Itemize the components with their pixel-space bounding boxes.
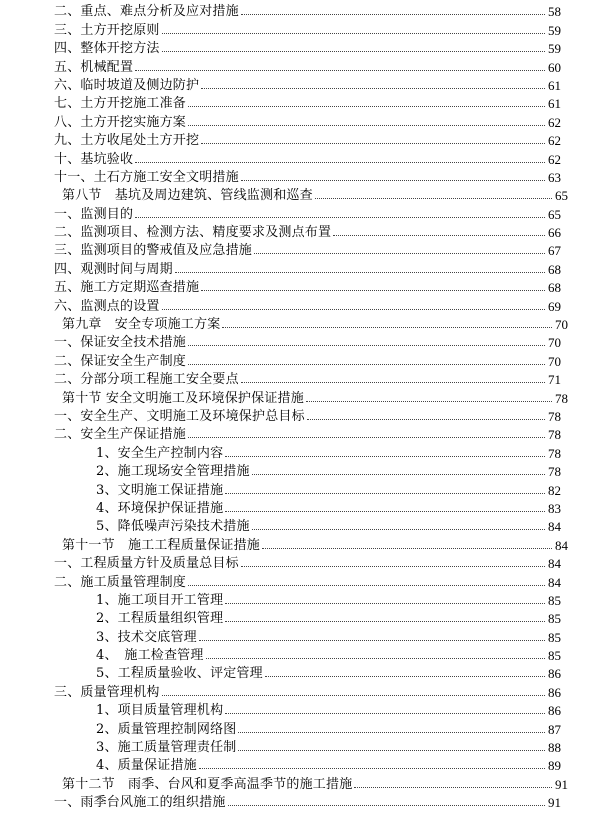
dot-leader xyxy=(315,198,552,199)
toc-page-number: 78 xyxy=(548,408,561,424)
toc-page-number: 85 xyxy=(548,611,561,627)
toc-entry-title: 二、重点、难点分析及应对措施 xyxy=(54,4,239,20)
toc-entry-title: 四、观测时间与周期 xyxy=(54,261,173,277)
toc-entry-title: 九、土方收尾处土方开挖 xyxy=(54,133,200,149)
toc-entry-title: 1、施工项目开工管理 xyxy=(96,592,224,608)
toc-page-number: 58 xyxy=(548,4,561,20)
dot-leader xyxy=(252,474,545,475)
dot-leader xyxy=(228,805,545,806)
dot-leader xyxy=(238,732,545,733)
toc-entry-title: 六、临时坡道及侧边防护 xyxy=(54,77,200,93)
toc-entry-title: 1、安全生产控制内容 xyxy=(96,445,224,461)
toc-entry[interactable] xyxy=(0,1,601,19)
toc-entry[interactable] xyxy=(0,792,601,810)
toc-page-number: 59 xyxy=(548,22,561,38)
dot-leader xyxy=(162,309,545,310)
dot-leader xyxy=(225,493,545,494)
toc-entry-title: 一、工程质量方针及质量总目标 xyxy=(54,556,239,572)
toc-page-number: 88 xyxy=(548,740,561,756)
toc-entry-title: 4、质量保证措施 xyxy=(96,758,197,774)
toc-entry-title: 五、机械配置 xyxy=(54,59,134,75)
toc-page-number: 65 xyxy=(548,206,561,222)
toc-entry-title: 一、雨季台风施工的组织措施 xyxy=(54,795,226,811)
toc-entry-title: 七、土方开挖施工准备 xyxy=(54,96,187,112)
toc-page-number: 70 xyxy=(555,317,568,333)
toc-entry-title: 二、分部分项工程施工安全要点 xyxy=(54,372,239,388)
toc-entry[interactable] xyxy=(0,350,601,368)
toc-page-number: 91 xyxy=(548,795,561,811)
toc-entry-title: 十、基坑验收 xyxy=(54,151,134,167)
toc-page-number: 70 xyxy=(548,335,561,351)
toc-page-number: 83 xyxy=(548,500,561,516)
toc-page-number: 85 xyxy=(548,592,561,608)
toc-page-number: 84 xyxy=(555,537,568,553)
toc-entry-title: 3、技术交底管理 xyxy=(96,629,197,645)
toc-page-number: 86 xyxy=(548,703,561,719)
toc-page-number: 86 xyxy=(548,684,561,700)
dot-leader xyxy=(241,566,545,567)
toc-section-heading[interactable] xyxy=(0,314,601,332)
dot-leader xyxy=(225,511,545,512)
dot-leader xyxy=(333,235,545,236)
dot-leader xyxy=(262,548,552,549)
toc-page-number: 62 xyxy=(548,133,561,149)
toc-entry-title: 2、工程质量组织管理 xyxy=(96,611,224,627)
toc-page-number: 84 xyxy=(548,574,561,590)
toc-entry[interactable] xyxy=(0,442,601,460)
toc-entry[interactable] xyxy=(0,479,601,497)
toc-entry-title: 3、施工质量管理责任制 xyxy=(96,740,237,756)
toc-entry-title: 第十节 安全文明施工及环境保护保证措施 xyxy=(62,390,304,406)
toc-entry-title: 十一、土石方施工安全文明措施 xyxy=(54,169,239,185)
toc-entry-title: 4、 施工检查管理 xyxy=(96,648,204,664)
toc-page-number: 59 xyxy=(548,41,561,57)
dot-leader xyxy=(254,253,545,254)
dot-leader xyxy=(188,345,545,346)
toc-section-heading[interactable] xyxy=(0,185,601,203)
dot-leader xyxy=(188,437,545,438)
toc-entry[interactable] xyxy=(0,626,601,644)
dot-leader xyxy=(238,750,545,751)
toc-entry[interactable] xyxy=(0,369,601,387)
toc-entry-title: 三、土方开挖原则 xyxy=(54,22,160,38)
dot-leader xyxy=(206,658,545,659)
toc-entry-title: 4、环境保护保证措施 xyxy=(96,500,224,516)
dot-leader xyxy=(241,14,545,15)
toc-entry-title: 第九章 安全专项施工方案 xyxy=(62,317,221,333)
toc-entry[interactable] xyxy=(0,516,601,534)
toc-entry[interactable] xyxy=(0,498,601,516)
toc-page-number: 70 xyxy=(548,353,561,369)
toc-section-heading[interactable] xyxy=(0,534,601,552)
toc-section-heading[interactable] xyxy=(0,387,601,405)
toc-entry[interactable] xyxy=(0,700,601,718)
toc-page-number: 69 xyxy=(548,298,561,314)
toc-page-number: 60 xyxy=(548,59,561,75)
toc-page-number: 68 xyxy=(548,280,561,296)
toc-page-number: 87 xyxy=(548,721,561,737)
toc-entry-title: 第十二节 雨季、台风和夏季高温季节的施工措施 xyxy=(62,776,353,792)
toc-entry[interactable] xyxy=(0,461,601,479)
dot-leader xyxy=(222,327,552,328)
dot-leader xyxy=(225,456,545,457)
dot-leader xyxy=(135,70,545,71)
toc-page-number: 71 xyxy=(548,372,561,388)
toc-page-number: 66 xyxy=(548,225,561,241)
toc-entry[interactable] xyxy=(0,590,601,608)
toc-page-number: 78 xyxy=(548,427,561,443)
toc-entry[interactable] xyxy=(0,75,601,93)
dot-leader xyxy=(252,529,545,530)
toc-entry[interactable] xyxy=(0,737,601,755)
toc-page-number: 62 xyxy=(548,114,561,130)
toc-entry[interactable] xyxy=(0,645,601,663)
toc-entry-title: 六、监测点的设置 xyxy=(54,298,160,314)
toc-entry-title: 3、文明施工保证措施 xyxy=(96,482,224,498)
toc-entry[interactable] xyxy=(0,424,601,442)
dot-leader xyxy=(306,401,552,402)
dot-leader xyxy=(199,768,545,769)
toc-entry[interactable] xyxy=(0,130,601,148)
toc-page-number: 82 xyxy=(548,482,561,498)
toc-entry[interactable] xyxy=(0,111,601,129)
toc-entry[interactable] xyxy=(0,38,601,56)
dot-leader xyxy=(199,640,545,641)
toc-section-heading[interactable] xyxy=(0,773,601,791)
toc-page-number: 91 xyxy=(555,776,568,792)
toc-entry[interactable] xyxy=(0,755,601,773)
toc-entry-title: 二、保证安全生产制度 xyxy=(54,353,187,369)
dot-leader xyxy=(188,585,545,586)
dot-leader xyxy=(354,787,552,788)
toc-entry[interactable] xyxy=(0,608,601,626)
toc-entry-title: 四、整体开挖方法 xyxy=(54,41,160,57)
toc-page-number: 84 xyxy=(548,519,561,535)
toc-entry[interactable] xyxy=(0,406,601,424)
toc-entry-title: 5、工程质量验收、评定管理 xyxy=(96,666,263,682)
dot-leader xyxy=(225,713,545,714)
toc-page-number: 65 xyxy=(555,188,568,204)
toc-entry[interactable] xyxy=(0,56,601,74)
toc-entry-title: 第八节 基坑及周边建筑、管线监测和巡查 xyxy=(62,188,313,204)
toc-page-number: 78 xyxy=(555,390,568,406)
toc-entry[interactable] xyxy=(0,571,601,589)
dot-leader xyxy=(225,621,545,622)
dot-leader xyxy=(188,106,545,107)
toc-page-number: 78 xyxy=(548,464,561,480)
toc-entry[interactable] xyxy=(0,681,601,699)
toc-entry-title: 1、项目质量管理机构 xyxy=(96,703,224,719)
toc-page-number: 67 xyxy=(548,243,561,259)
dot-leader xyxy=(135,162,545,163)
dot-leader xyxy=(175,272,545,273)
toc-page-number: 85 xyxy=(548,629,561,645)
toc-entry[interactable] xyxy=(0,19,601,37)
dot-leader xyxy=(307,419,545,420)
dot-leader xyxy=(188,125,545,126)
toc-page-number: 61 xyxy=(548,77,561,93)
toc-page-number: 86 xyxy=(548,666,561,682)
toc-entry-title: 第十一节 施工工程质量保证措施 xyxy=(62,537,261,553)
toc-entry[interactable] xyxy=(0,203,601,221)
dot-leader xyxy=(188,364,545,365)
toc-page-number: 63 xyxy=(548,169,561,185)
dot-leader xyxy=(265,676,545,677)
toc-entry-title: 2、施工现场安全管理措施 xyxy=(96,464,250,480)
dot-leader xyxy=(201,143,545,144)
toc-entry[interactable] xyxy=(0,222,601,240)
toc-entry-title: 三、质量管理机构 xyxy=(54,684,160,700)
dot-leader xyxy=(162,51,545,52)
toc-page-number: 85 xyxy=(548,648,561,664)
toc-entry[interactable] xyxy=(0,277,601,295)
toc-page-number: 68 xyxy=(548,261,561,277)
toc-page-number: 61 xyxy=(548,96,561,112)
dot-leader xyxy=(241,382,545,383)
toc-page-number: 78 xyxy=(548,445,561,461)
toc-entry-title: 5、降低噪声污染技术措施 xyxy=(96,519,250,535)
dot-leader xyxy=(162,33,545,34)
toc-entry[interactable] xyxy=(0,332,601,350)
toc-entry[interactable] xyxy=(0,148,601,166)
dot-leader xyxy=(162,695,545,696)
toc-entry-title: 一、安全生产、文明施工及环境保护总目标 xyxy=(54,408,305,424)
dot-leader xyxy=(135,217,545,218)
toc-page-number: 89 xyxy=(548,758,561,774)
toc-entry-title: 2、质量管理控制网络图 xyxy=(96,721,237,737)
dot-leader xyxy=(241,180,545,181)
dot-leader xyxy=(201,290,545,291)
toc-page-number: 84 xyxy=(548,556,561,572)
toc-entry[interactable] xyxy=(0,93,601,111)
dot-leader xyxy=(225,603,545,604)
dot-leader xyxy=(201,88,545,89)
toc-entry-title: 二、安全生产保证措施 xyxy=(54,427,187,443)
toc-page-number: 62 xyxy=(548,151,561,167)
toc-entry-title: 一、保证安全技术措施 xyxy=(54,335,187,351)
toc-entry-title: 三、监测项目的警戒值及应急措施 xyxy=(54,243,253,259)
toc-entry[interactable] xyxy=(0,295,601,313)
toc-entry[interactable] xyxy=(0,240,601,258)
table-of-contents xyxy=(0,1,601,810)
toc-entry[interactable] xyxy=(0,553,601,571)
toc-entry-title: 五、施工方定期巡查措施 xyxy=(54,280,200,296)
toc-entry-title: 八、土方开挖实施方案 xyxy=(54,114,187,130)
toc-entry-title: 二、监测项目、检测方法、精度要求及测点布置 xyxy=(54,225,332,241)
toc-entry[interactable] xyxy=(0,167,601,185)
toc-entry[interactable] xyxy=(0,718,601,736)
toc-entry-title: 二、施工质量管理制度 xyxy=(54,574,187,590)
toc-entry-title: 一、监测目的 xyxy=(54,206,134,222)
toc-entry[interactable] xyxy=(0,663,601,681)
toc-entry[interactable] xyxy=(0,258,601,276)
